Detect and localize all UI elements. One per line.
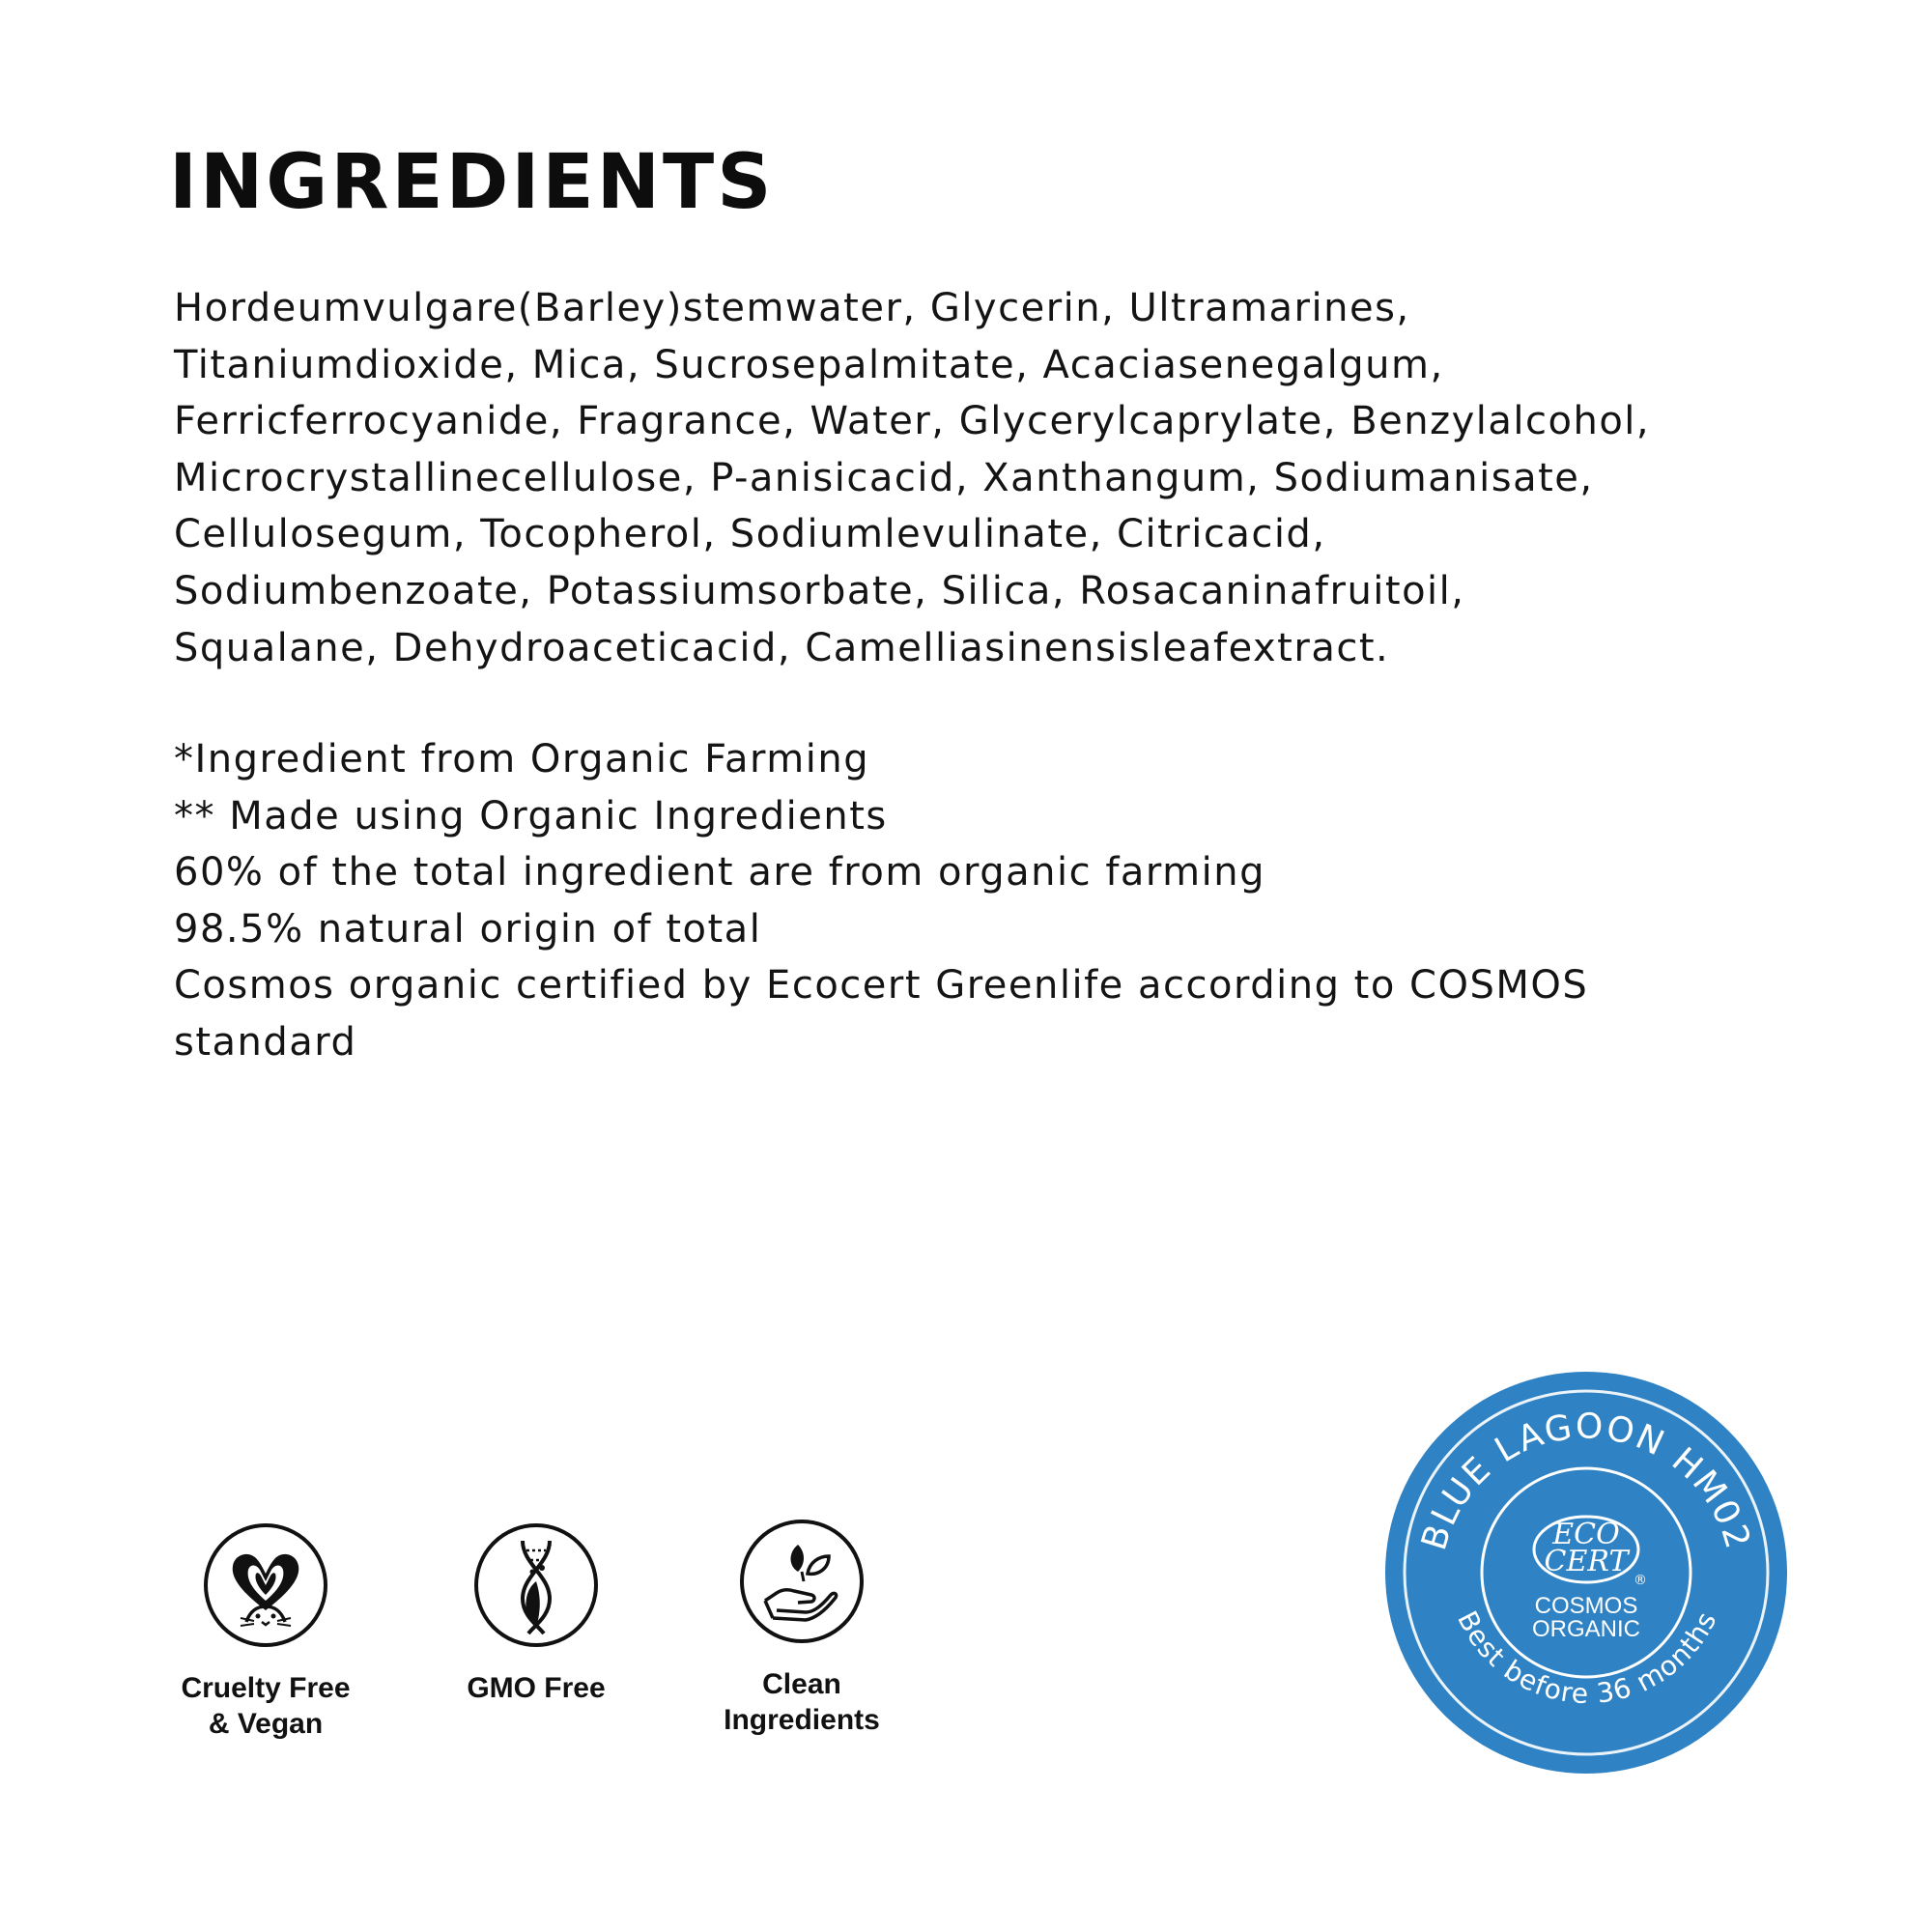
ecocert-seal [1383,1370,1789,1776]
seal-top-text: BLUE LAGOON HM02 [1414,1406,1758,1555]
seal-sub-line2: ORGANIC [1531,1616,1641,1642]
badge-clean-ingredients [681,1518,923,1738]
feature-badges [145,1521,918,1773]
ingredients-line: Microcrystallinecellulose, P-anisicacid, Xanthangum, Sodiumanisate, [174,455,1594,500]
ingredients-line: Hordeumvulgare(Barley)stemwater, Glycerin, Ultramarines, [174,286,1410,330]
badge-label: Clean Ingredients [724,1668,880,1736]
badge-cruelty-free [145,1521,386,1742]
ingredients-line: Titaniumdioxide, Mica, Sucrosepalmitate, Acaciasenegalgum, [174,342,1444,387]
note-line: 98.5% natural origin of total [174,906,762,952]
note-line: *Ingredient from Organic Farming [174,737,870,781]
badge-gmo-free [415,1521,657,1706]
dna-icon [472,1521,600,1649]
seal-sub-line1: COSMOS [1534,1593,1638,1619]
note-line: ** Made using Organic Ingredients [174,793,888,838]
svg-text:CERT: CERT [1544,1545,1629,1578]
note-line: 60% of the total ingredient are from organic farming [174,850,1265,895]
svg-text:®: ® [1634,1573,1647,1588]
note-line: standard [174,1019,357,1065]
heart-rabbit-icon [202,1521,329,1649]
ingredients-line: Ferricferrocyanide, Fragrance, Water, Glycerylcaprylate, Benzylalcohol, [174,399,1651,444]
certification-notes [174,731,1797,1071]
page-title: INGREDIENTS [169,139,775,226]
ingredients-line: Squalane, Dehydroaceticacid, Camelliasinensisleafextract. [174,625,1390,670]
ingredients-line: Cellulosegum, Tocopherol, Sodiumlevulinate, Citricacid, [174,512,1326,557]
ingredients-list [174,280,1797,676]
note-line: Cosmos organic certified by Ecocert Greenlife according to COSMOS [174,963,1589,1009]
leaf-hand-icon [738,1518,866,1645]
badge-label: Cruelty Free & Vegan [181,1672,351,1740]
ingredients-line: Sodiumbenzoate, Potassiumsorbate, Silica, Rosacaninafruitoil, [174,568,1465,613]
badge-label: GMO Free [467,1672,606,1704]
seal-bottom-text: Best before 36 months [1451,1605,1723,1711]
svg-text:ECO: ECO [1552,1518,1620,1551]
